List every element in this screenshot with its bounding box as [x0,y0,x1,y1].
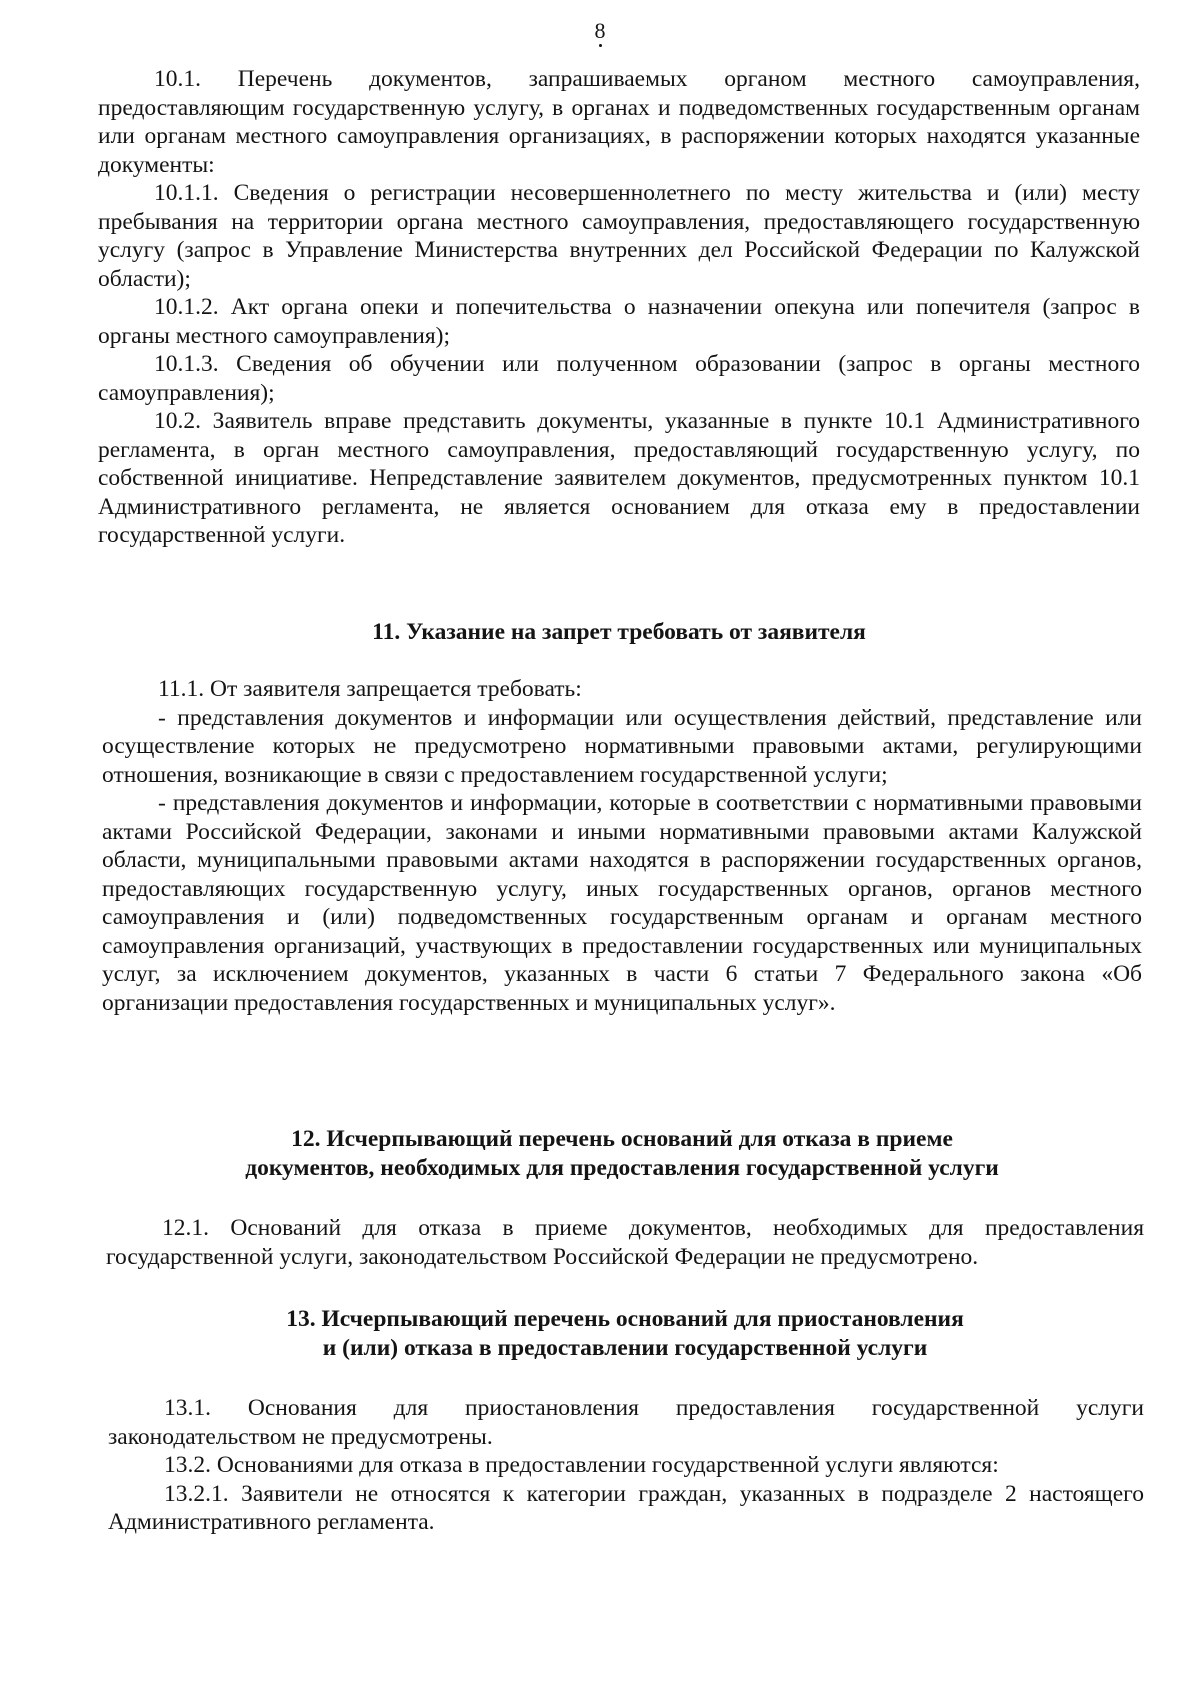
paragraph-13-1: 13.1. Основания для приостановления предоставления государственной услуги законодательством не предусмотрены. [108,1395,1144,1450]
section-13-heading-line-1: 13. Исчерпывающий перечень оснований для приостановления [286,1306,964,1332]
page-number [0,18,1200,47]
paragraph-12-1: 12.1. Оснований для отказа в приеме документов, необходимых для предоставления государственной услуги, законодательством Российской Федерации не предусмотрено. [106,1215,1144,1270]
section-11-heading-block [98,618,1140,647]
paragraph-10-2: 10.2. Заявитель вправе представить документы, указанные в пункте 10.1 Административного регламента, в орган местного самоуправления, предоставляющий государственную услугу, по собственной инициативе. Непредставление заявителем документов, предусмотренных пунктом 10.1 Административного регламента, не является основанием для отказа ему в предоставлении государственной услуги. [98,408,1140,548]
paragraph-13-2-1: 13.2.1. Заявители не относятся к категории граждан, указанных в подразделе 2 настоящего Административного регламента. [108,1480,1144,1535]
section-12-heading-block [102,1125,1142,1183]
page-number-dot [599,44,602,47]
section-11-heading: 11. Указание на запрет требовать от заявителя [372,619,866,645]
page-number-text: 8 [594,18,606,43]
section-12-body [106,1214,1144,1271]
section-13-body [108,1394,1144,1537]
paragraph-13-2: 13.2. Основаниями для отказа в предоставлении государственной услуги являются: [164,1452,999,1478]
paragraph-11-1-item-1: - представления документов и информации или осуществления действий, представление или осуществление которых не предусмотрено нормативными правовыми актами, регулирующими отношения, возникающие в связи с предоставлением государственной услуги; [102,704,1142,788]
paragraph-10-1: 10.1. Перечень документов, запрашиваемых органом местного самоуправления, предоставляющим государственную услугу, в органах и подведомственных государственным органам или органам местного самоуправления организациях, в распоряжении которых находятся указанные документы: [98,66,1140,178]
paragraph-10-1-1: 10.1.1. Сведения о регистрации несовершеннолетнего по месту жительства и (или) месту пребывания на территории органа местного самоуправления, предоставляющего государственную услугу (запрос в Управление Министерства внутренних дел Российской Федерации по Калужской области); [98,180,1140,292]
section-10-body [98,65,1140,550]
paragraph-11-1: 11.1. От заявителя запрещается требовать: [158,676,582,702]
paragraph-10-1-3: 10.1.3. Сведения об обучении или полученном образовании (запрос в органы местного самоуправления); [98,351,1140,406]
paragraph-11-1-item-2: - представления документов и информации, которые в соответствии с нормативными правовыми актами Российской Федерации, законами и иными нормативными правовыми актами Калужской области, муниципальными правовыми актами находятся в распоряжении государственных органов, предоставляющих государственную услугу, иных государственных органов, органов местного самоуправления и (или) подведомственных государственным органам и органам местного самоуправления организаций, участвующих в предоставлении государственных или муниципальных услуг, за исключением документов, указанных в части 6 статьи 7 Федерального закона «Об организации предоставления государственных и муниципальных услуг». [102,790,1142,1016]
section-13-heading-block [106,1305,1144,1363]
section-13-heading-line-2: и (или) отказа в предоставлении государственной услуги [322,1335,928,1361]
section-12-heading-line-2: документов, необходимых для предоставления государственной услуги [245,1155,999,1181]
section-11-body [102,675,1142,1017]
section-12-heading-line-1: 12. Исчерпывающий перечень оснований для отказа в приеме [291,1126,953,1152]
paragraph-10-1-2: 10.1.2. Акт органа опеки и попечительства о назначении опекуна или попечителя (запрос в органы местного самоуправления); [98,294,1140,349]
